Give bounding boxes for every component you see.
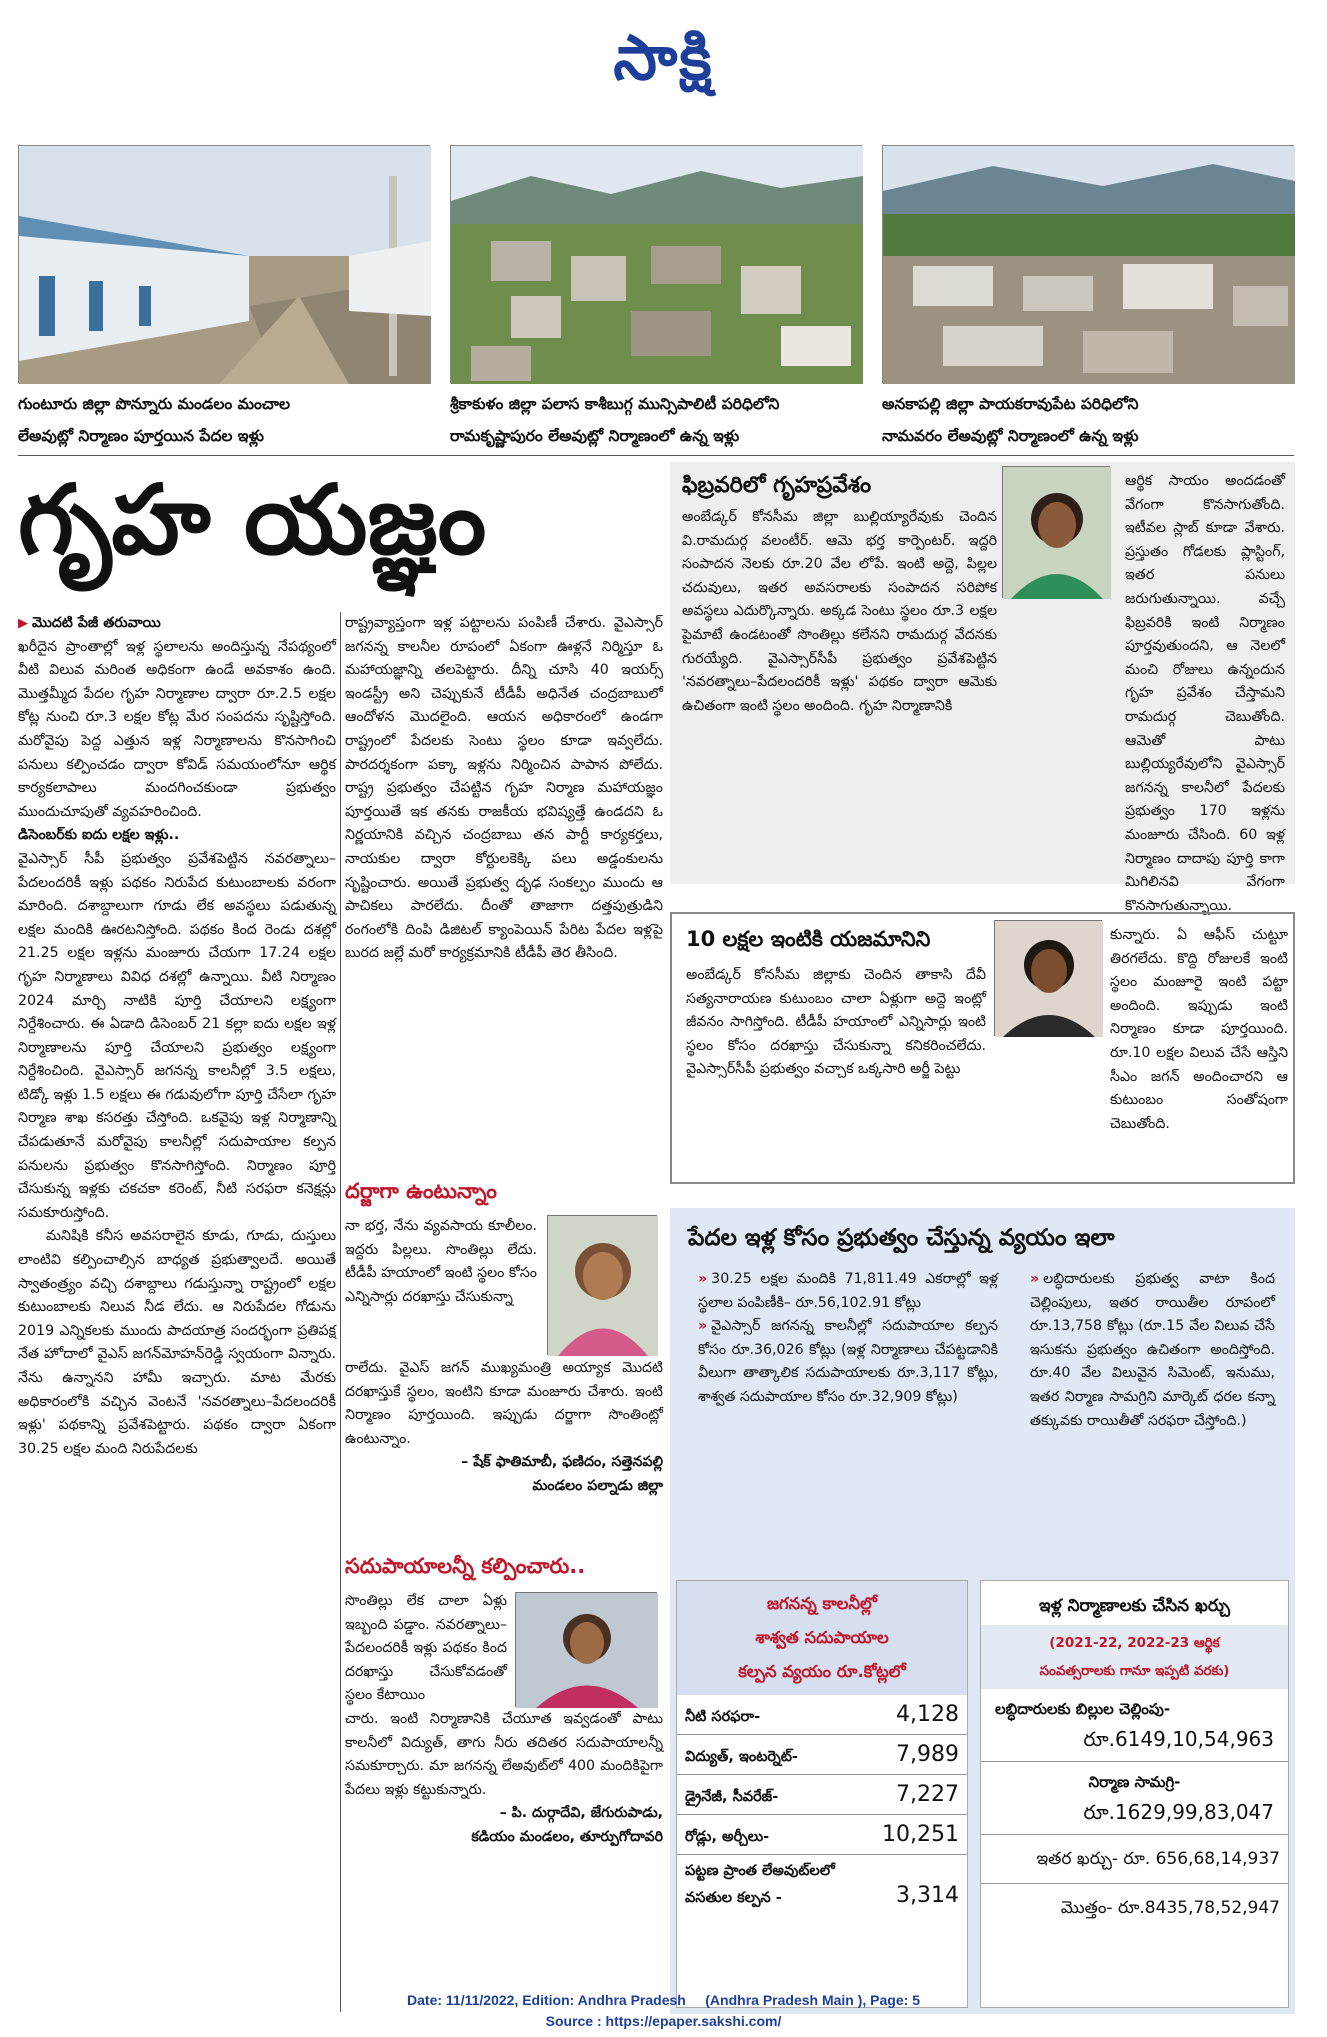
article-column-2: [345, 612, 663, 1172]
box-signature: – పి. దుర్గాదేవి, జేగురుపాడు,: [499, 1805, 663, 1822]
spending-item: 30.25 లక్షల మందికి 71,811.49 ఎకరాల్లో ఇళ్ల స్థలాల పంపిణీకి– రూ.56,102.91 కోట్లు: [698, 1271, 998, 1311]
table-row-value: రూ.1629,99,83,047: [1083, 1800, 1274, 1824]
story-box-10-lakh: [670, 912, 1295, 1184]
article-paragraph: వైఎస్సార్ సీపీ ప్రభుత్వం ప్రవేశపెట్టిన నవరత్నాలు–పేదలందరికీ ఇళ్లు పథకం నిరుపేద కుటుంబాలకు వరంగా మారింది. దశాబ్దాలుగా గూడు లేక అవస్థలు పడుతున్న లక్షల మందికి ఊరటనిస్తోంది. పథకం కింద రెండు దశల్లో 21.25 లక్షల ఇళ్లను మంజూరు చేయగా 17.24 లక్షల గృహ నిర్మాణాలు వివిధ దశల్లో ఉన్నాయి. వీటి నిర్మాణం 2024 మార్చి నాటికి పూర్తి చేయాలని లక్ష్యంగా నిర్దేశించారు. ఈ ఏడాది డిసెంబర్ 21 కల్లా ఐదు లక్షల ఇళ్ల నిర్మాణాలను పూర్తి చేయాలని ప్రభుత్వం లక్ష్యంగా నిర్దేశించింది. వైఎస్సార్ జగనన్న కాలనీల్లో 3.5 లక్షలు, టిడ్కో ఇళ్లు 1.5 లక్షలు ఈ గడువులోగా పూర్తి చేసేలా గృహ నిర్మాణ శాఖ కసరత్తు చేస్తోంది. ఒకవైపు ఇళ్ల నిర్మాణాన్ని చేపడుతూనే మరోవైపు కాలనీల్లో సదుపాయాల కల్పన పనులను ప్రభుత్వం కొనసాగిస్తోంది. నిర్మాణం పూర్తి చేసుకున్న ఇళ్లకు చకచకా కరెంట్, నీటి సరఫరా కనెక్షన్లు సమకూరుస్తోంది.: [18, 850, 336, 1221]
box-side-text: నా భర్త, నేను వ్యవసాయ కూలీలం. ఇద్దరు పిల్లలు. సొంతిల్లు లేదు. టీడీపీ హయాంలో ఇంటి స్థలం కోసం ఎన్నిసార్లు దరఖాస్తు చేసుకున్నా: [345, 1218, 537, 1305]
edition-info: Date: 11/11/2022, Edition: Andhra Pradesh (Andhra Pradesh Main ), Page: 5: [407, 1992, 920, 2008]
table-row: [677, 1815, 967, 1855]
divider: [18, 455, 1294, 456]
table-row: [677, 1695, 967, 1735]
table-row-value: రూ.6149,10,54,963: [1083, 1727, 1274, 1751]
table-row-value: 7,227: [896, 1782, 959, 1807]
box-text: అంబేడ్కర్ కోనసీమ జిల్లా బుల్లియ్యారేవుకు చెందిన వి.రామదుర్గ వలంటీర్. ఆమె భర్త కార్పెంటర్. ఇద్దరి సంపాదన నెలకు రూ.20 వేల లోపే. ఇంటి అద్దె, పిల్లల చదువులు, ఇతర అవసరాలకు సంపాదన సరిపోక అవస్థలు ఎదుర్కొన్నారు. అక్కడ సెంటు స్థలం రూ.3 లక్షల పైమాటే ఉండటంతో సొంతిల్లు కలేనని రామదుర్గ వేదనకు గురయ్యేది. వైఎస్సార్‌సీపీ ప్రభుత్వం ప్రవేశపెట్టిన 'నవరత్నాలు–పేదలందరికీ ఇళ్లు' పథకం ద్వారా ఆమెకు ఉచితంగా ఇంటి స్థలం అందింది. గృహ నిర్మాణానికి: [682, 509, 997, 714]
testimonial-box-darjaga: [345, 1175, 663, 1547]
main-headline: గృహ యజ్ఞం: [18, 464, 487, 576]
photo-caption-1: [18, 388, 430, 452]
photo-caption-3: [882, 388, 1294, 452]
table-row: [677, 1735, 967, 1775]
spending-item: లబ్ధిదారులకు ప్రభుత్వ వాటా కింద చెల్లింపులు, ఇతర రాయితీల రూపంలో రూ.13,758 కోట్లు (రూ.15 వేల విలువ చేసే ఇసుకను ప్రభుత్వం ఉచితంగా అందిస్తోంది. రూ.40 వేల విలువైన సిమెంట్, ఇనుము, ఇతర నిర్మాణ సామగ్రిని మార్కెట్ ధరల కన్నా తక్కువకు రాయితీతో సరఫరా చేస్తోంది.): [1030, 1271, 1275, 1429]
table-row-label: డ్రైనేజీ, సీవరేజ్-: [685, 1789, 779, 1805]
portrait-photo: [547, 1215, 657, 1355]
arrow-icon: ▶: [18, 616, 28, 631]
testimonial-box-sadupayalu: [345, 1550, 663, 2008]
kicker: మొదటి పేజీ తరువాయి: [32, 615, 161, 631]
colony-facilities-table: [676, 1580, 968, 2008]
photo-namavaram-layout: [882, 145, 1294, 383]
box-signature: కడియం మండలం, తూర్పుగోదావరి: [471, 1828, 663, 1845]
photo-srikakulam-layout: [450, 145, 862, 383]
table-row-label: వసతుల కల్పన -: [685, 1890, 782, 1906]
table-row: మొత్తం- రూ.8435,78,52,947: [1060, 1898, 1280, 1918]
table-subtitle: [981, 1625, 1288, 1689]
box-signature: – షేక్ ఫాతిమాబీ, ఫణిదం, సత్తెనపల్లి: [461, 1454, 663, 1471]
table-row: [981, 1689, 1288, 1762]
box-title: 10 లక్షల ఇంటికి యజమానిని: [686, 927, 931, 951]
table-row-label: నిర్మాణ సామగ్రి-: [1088, 1773, 1181, 1791]
table-header-line: శాశ్వత సదుపాయాల: [755, 1628, 889, 1647]
table-row: [677, 1775, 967, 1815]
box-signature: మండలం పల్నాడు జిల్లా: [532, 1477, 663, 1494]
box-text: అంబేడ్కర్ కోనసీమ జిల్లాకు చెందిన తాకాసి దేవీ సత్యనారాయణ కుటుంబం చాలా ఏళ్లుగా అద్దె ఇంట్లో జీవనం సాగిస్తోంది. టీడీపీ హయాంలో ఎన్నిసార్లు ఇంటి స్థలం కోసం దరఖాస్తు చేసుకున్నా కనికరించలేదు. వైఎస్సార్‌సీపీ ప్రభుత్వం వచ్చాక ఒక్కసారి అర్జీ పెట్టు: [686, 967, 986, 1078]
box-title: సదుపాయాలన్నీ కల్పించారు..: [345, 1554, 586, 1578]
masthead-logo: సాక్షి: [613, 21, 714, 94]
bullet-icon: »: [1030, 1271, 1040, 1287]
article-paragraph: రాష్ట్రవ్యాప్తంగా ఇళ్ల పట్టాలను పంపిణీ చేశారు. వైఎస్సార్ జగనన్న కాలనీల రూపంలో ఏకంగా ఊళ్లనే నిర్మిస్తూ ఓ మహాయజ్ఞాన్ని తలపెట్టారు. దీన్ని చూసి 40 ఇయర్స్ ఇండస్ట్రీ అని చెప్పుకునే టీడీపీ అధినేత చంద్రబాబులో ఆందోళన మొదలైంది. ఆయన అధికారంలో ఉండగా రాష్ట్రంలో పేదలకు సెంటు స్థలం కూడా ఇవ్వలేదు. పారదర్శకంగా పక్కా ఇళ్లను నిర్మించిన పాపాన పోలేదు. రాష్ట్ర ప్రభుత్వం చేపట్టిన గృహ నిర్మాణ మహాయజ్ఞం పూర్తయితే ఇక తనకు రాజకీయ భవిష్యత్తే ఉండదని ఓ నిర్ణయానికి వచ్చిన చంద్రబాబు తన పార్టీ కార్యకర్తలు, నాయకుల ద్వారా కోర్టులకెక్కి పలు అడ్డంకులను సృష్టించారు. అయితే ప్రభుత్వ దృఢ సంకల్పం ముందు ఆ పాచికలు పారలేదు. దీంతో తాజాగా దత్తపుత్రుడిని రంగంలోకి దింపి డిజిటల్ క్యాంపెయిన్ పేరిట పేదల ఇళ్లపై బురద జల్లే మరో కార్యక్రమానికి టీడీపీ తెర తీసింది.: [345, 615, 663, 962]
caption-line: లేఅవుట్లో నిర్మాణం పూర్తయిన పేదల ఇళ్లు: [18, 427, 264, 445]
table-row-value: 3,314: [896, 1883, 959, 1908]
box-main-text: రాలేదు. వైఎస్ జగన్ ముఖ్యమంత్రి అయ్యాక మొదటి దరఖాస్తుకే స్థలం, ఇంటిని కూడా మంజూరు చేశారు. ఇంటి నిర్మాణం పూర్తయింది. ఇప్పుడు దర్జాగా సొంతింట్లో ఉంటున్నాం.: [345, 1360, 663, 1447]
footer: [0, 1990, 1327, 2032]
article-paragraph: ఖరీదైన ప్రాంతాల్లో ఇళ్ల స్థలాలను అందిస్తున్న నేపథ్యంలో వీటి విలువ మరింత అధికంగా ఉండే అవకాశం ఉంది. మొత్తమ్మీద పేదల గృహ నిర్మాణాల ద్వారా రూ.2.5 లక్షల కోట్ల నుంచి రూ.3 లక్షల కోట్ల మేర సంపదను సృష్టిస్తోంది. మరోవైపు పెద్ద ఎత్తున ఇళ్ల నిర్మాణాలను కొనసాగించి పనులు కల్పించడం ద్వారా కోవిడ్ సమయంలోనూ ఆర్థిక కార్యకలాపాలు మందగించకుండా ప్రభుత్వం ముందుచూపుతో వ్యవహరించింది.: [18, 638, 336, 820]
table-row: [677, 1855, 967, 1914]
spending-item: వైఎస్సార్ జగనన్న కాలనీల్లో సదుపాయాల కల్పన కోసం రూ.36,026 కోట్లు (ఇళ్ల నిర్మాణాలు చేపట్టడానికి వీలుగా తాత్కాలిక సదుపాయాలకు రూ.3,117 కోట్లు, శాశ్వత సదుపాయాల కోసం రూ.32,909 కోట్లు): [698, 1318, 998, 1405]
table-row-label: నీటి సరఫరా-: [685, 1709, 761, 1725]
source-link[interactable]: Source : https://epaper.sakshi.com/: [545, 2013, 782, 2029]
caption-line: నామవరం లేఅవుట్లో నిర్మాణంలో ఉన్న ఇళ్లు: [882, 427, 1139, 445]
table-row: ఇతర ఖర్చు- రూ. 656,68,14,937: [981, 1835, 1288, 1884]
article-column-1: [18, 612, 336, 2002]
table-header-line: జగనన్న కాలనీల్లో: [766, 1594, 878, 1613]
housing-expenditure-table: [980, 1580, 1289, 2008]
spending-title: పేదల ఇళ్ల కోసం ప్రభుత్వం చేస్తున్న వ్యయం ఇలా: [688, 1225, 1115, 1251]
column-divider: [340, 612, 341, 2012]
bullet-icon: »: [698, 1271, 708, 1287]
portrait-photo: [515, 1592, 657, 1707]
caption-line: గుంటూరు జిల్లా పొన్నూరు మండలం మంచాల: [18, 395, 290, 413]
spending-panel: [670, 1208, 1295, 2014]
portrait-photo: [994, 920, 1102, 1036]
table-body: [677, 1695, 967, 1855]
table-title: ఇళ్ల నిర్మాణాలకు చేసిన ఖర్చు: [1039, 1596, 1230, 1616]
table-row-label: పట్టణ ప్రాంత లేఅవుట్‌లలో: [685, 1863, 835, 1879]
table-row-label: విద్యుత్, ఇంటర్నెట్-: [685, 1749, 798, 1765]
story-box-february: [670, 462, 1295, 914]
table-row-label: లబ్ధిదారులకు బిల్లుల చెల్లింపు-: [995, 1700, 1171, 1718]
table-row: [981, 1762, 1288, 1835]
box-side-text: సొంతిల్లు లేక చాలా ఏళ్లు ఇబ్బంది పడ్డాం. నవరత్నాలు–పేదలందరికీ ఇళ్లు పథకం కింద దరఖాస్తు చేసుకోవడంతో స్థలం కేటాయిం: [345, 1593, 507, 1704]
photo-caption-2: [450, 388, 862, 452]
table-header: [677, 1581, 967, 1695]
box-title: దర్జాగా ఉంటున్నాం: [345, 1179, 497, 1203]
table-header-line: కల్పన వ్యయం రూ.కోట్లలో: [738, 1662, 906, 1681]
caption-line: అనకాపల్లి జిల్లా పాయకరావుపేట పరిధిలోని: [882, 395, 1139, 413]
box-title: ఫిబ్రవరిలో గృహప్రవేశం: [682, 473, 872, 498]
box-side-text: ఆర్థిక సాయం అందడంతో వేగంగా కొనసాగుతోంది. ఇటీవల స్లాబ్ కూడా వేశారు. ప్రస్తుతం గోడలకు ప్లాస్టింగ్, ఇతర పనులు జరుగుతున్నాయి. వచ్చే ఫిబ్రవరికి ఇంటి నిర్మాణం పూర్తవుతుందని, ఆ నెలలో మంచి రోజులు ఉన్నందున గృహ ప్రవేశం చేస్తామని రామదుర్గ చెబుతోంది. ఆమెతో పాటు బుల్లియ్యరేవులోని వైఎస్సార్ జగనన్న కాలనీలో పేదలకు ప్రభుత్వం 170 ఇళ్లను మంజూరు చేసింది. 60 ఇళ్ల నిర్మాణం దాదాపు పూర్తి కాగా మిగిలినవి వేగంగా కొనసాగుతున్నాయి.: [1125, 473, 1285, 914]
table-row-label: రోడ్లు, అర్చీలు-: [685, 1829, 770, 1845]
table-subtitle-line: సంవత్సరాలకు గానూ ఇప్పటి వరకు): [1039, 1663, 1230, 1679]
box-main-text: చారు. ఇంటి నిర్మాణానికి చేయూత ఇవ్వడంతో పాటు కాలనీలో విద్యుత్, తాగు నీరు తదితర సదుపాయాలన్నీ సమకూర్చారు. మా జగనన్న లేఅవుట్‌లో 400 మందికిపైగా పేదలు ఇళ్లు కట్టుకున్నారు.: [345, 1711, 663, 1798]
caption-line: రామకృష్ణాపురం లేఅవుట్లో నిర్మాణంలో ఉన్న ఇళ్లు: [450, 427, 740, 445]
photo-ponnuru-houses: [18, 145, 430, 383]
article-paragraph: మనిషికి కనీస అవసరాలైన కూడు, గూడు, దుస్తులు లాంటివి కల్పించాల్సిన బాధ్యత ప్రభుత్వాలదే. అయితే స్వాతంత్ర్యం వచ్చి దశాబ్దాలు గడుస్తున్నా రాష్ట్రంలో లక్షల కుటుంబాలకు నిలువ నీడ లేదు. ఆ నిరుపేదల గోడును 2019 ఎన్నికలకు ముందు పాదయాత్ర సందర్భంగా ప్రతిపక్ష నేత హోదాలో వైఎస్ జగన్‌మోహన్‌రెడ్డి స్వయంగా విన్నారు. నేను ఉన్నానని హామీ ఇచ్చారు. మాట మేరకు అధికారంలోకి వచ్చిన వెంటనే 'నవరత్నాలు–పేదలందరికీ ఇళ్లు' పథకాన్ని ప్రవేశపెట్టారు. పథకం ద్వారా ఏకంగా 30.25 లక్షల మంది నిరుపేదలకు: [18, 1228, 336, 1457]
box-side-text: కున్నారు. ఏ ఆఫీస్ చుట్టూ తిరగలేదు. కొద్ది రోజులకే ఇంటి స్థలం మంజూరై ఇంటి పట్టా అందింది. ఇప్పుడు ఇంటి నిర్మాణం కూడా పూర్తయింది. రూ.10 లక్షల విలువ చేసే ఆస్తిని సీఎం జగన్ అందించారని ఆ కుటుంబం సంతోషంగా చెబుతోంది.: [1110, 927, 1288, 1132]
article-subhead: డిసెంబర్‌కు ఐదు లక్షల ఇళ్లు..: [18, 827, 180, 844]
table-subtitle-line: (2021-22, 2022-23 ఆర్థిక: [1049, 1635, 1220, 1651]
table-row-value: 10,251: [882, 1822, 959, 1847]
table-row-value: 4,128: [896, 1702, 959, 1727]
caption-line: శ్రీకాకుళం జిల్లా పలాస కాశీబుగ్గ మున్సిపాలిటీ పరిధిలోని: [450, 395, 780, 413]
table-row-value: 7,989: [896, 1742, 959, 1767]
bullet-icon: »: [698, 1318, 708, 1335]
